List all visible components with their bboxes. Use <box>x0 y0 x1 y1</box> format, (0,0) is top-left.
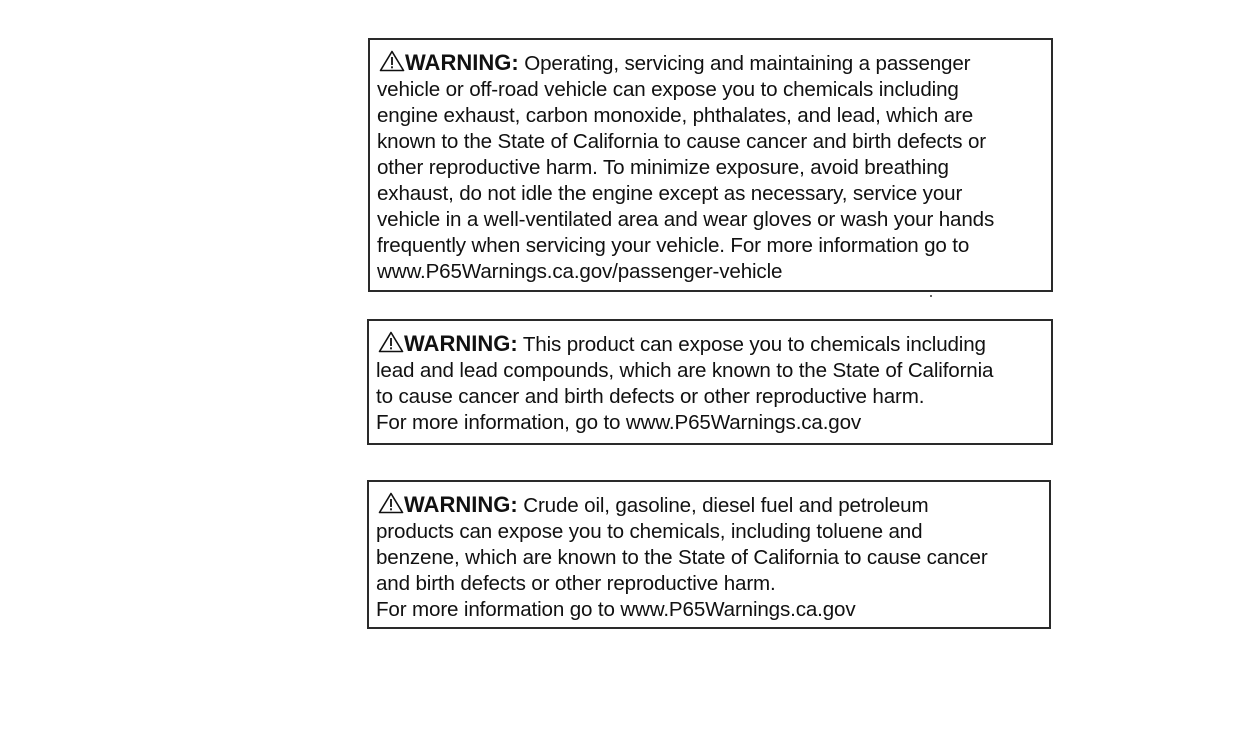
warning-text: frequently when servicing your vehicle. For more information go to <box>377 234 970 257</box>
warning-text: and birth defects or other reproductive harm. <box>376 572 776 595</box>
warning-text: This product can expose you to chemicals including <box>517 333 986 356</box>
warning-text: Crude oil, gasoline, diesel fuel and petroleum <box>517 494 929 517</box>
warning-label: WARNING: <box>404 492 518 517</box>
warning-text: benzene, which are known to the State of California to cause cancer <box>376 546 988 569</box>
warning-line <box>376 331 1051 358</box>
warning-text: exhaust, do not idle the engine except as necessary, service your <box>377 182 963 205</box>
warning-url: www.P65Warnings.ca.gov/passenger-vehicle <box>377 260 783 283</box>
warning-triangle-icon <box>379 50 405 72</box>
warning-url: For more information, go to www.P65Warnings.ca.gov <box>376 411 862 434</box>
warning-box-lead <box>367 319 1053 445</box>
warning-box-passenger-vehicle <box>368 38 1053 292</box>
warning-triangle-icon <box>378 492 404 514</box>
warning-text: vehicle in a well-ventilated area and wear gloves or wash your hands <box>377 208 995 231</box>
warning-url: For more information go to www.P65Warnings.ca.gov <box>376 598 856 621</box>
warning-text: to cause cancer and birth defects or other reproductive harm. <box>376 385 925 408</box>
warning-triangle-icon <box>378 331 404 353</box>
scan-speck <box>930 295 932 297</box>
warning-label: WARNING: <box>405 50 519 75</box>
warning-box-crude-oil <box>367 480 1051 629</box>
warning-text: other reproductive harm. To minimize exposure, avoid breathing <box>377 156 949 179</box>
warning-text: Operating, servicing and maintaining a passenger <box>518 52 971 75</box>
warning-text: vehicle or off-road vehicle can expose you to chemicals including <box>377 78 959 101</box>
warning-text: engine exhaust, carbon monoxide, phthalates, and lead, which are <box>377 104 974 127</box>
warning-text: lead and lead compounds, which are known to the State of California <box>376 359 994 382</box>
warning-text: known to the State of California to cause cancer and birth defects or <box>377 130 986 153</box>
warning-line <box>377 50 1051 77</box>
warning-line <box>376 492 1049 519</box>
warning-label: WARNING: <box>404 331 518 356</box>
warning-text: products can expose you to chemicals, including toluene and <box>376 520 923 543</box>
